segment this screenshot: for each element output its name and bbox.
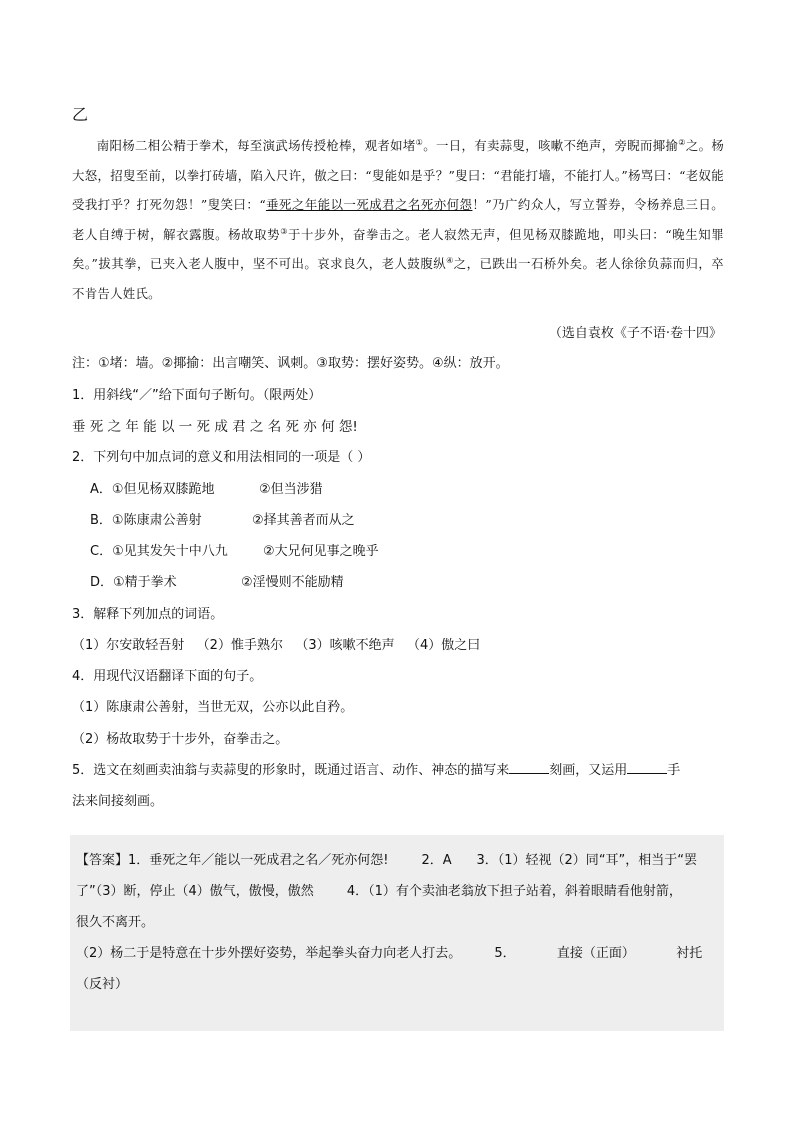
question-3-title: 3．解释下列加点的词语。 bbox=[72, 607, 224, 622]
option-c-1: C．①见其发矢十中八九 bbox=[90, 544, 228, 559]
answer-line-4 bbox=[76, 939, 720, 969]
answer-text-4: （2）杨二于是特意在十步外摆好姿势，举起拳头奋力向老人打去。 5． 直接（正面） 衬托 bbox=[76, 946, 703, 961]
answer-line-2 bbox=[76, 877, 720, 907]
answer-text-2: 了”（3）断，停止（4）傲气，傲慢，傲然 4．（1）有个卖油老翁放下担子站着，斜着眼睛看他射箭， bbox=[76, 884, 682, 899]
question-1-title: 1．用斜线“／”给下面句子断句。（限两处） bbox=[72, 388, 322, 403]
option-a-1: A．①但见杨双膝跪地 bbox=[90, 482, 215, 497]
option-b-1: B．①陈康肃公善射 bbox=[90, 513, 202, 528]
question-1-sentence: 垂 死 之 年 能 以 一 死 成 君 之 名 死 亦 何 怨! bbox=[72, 419, 358, 435]
section-label: 乙 bbox=[72, 105, 89, 124]
passage-text-2: 。一日，有卖蒜叟，咳嗽不绝声，旁睨而揶揄 bbox=[423, 138, 679, 153]
passage-text-1: 南阳杨二相公精于拳术，每至演武场传授枪棒，观者如堵 bbox=[96, 138, 416, 153]
footnote-2: ② bbox=[678, 137, 686, 147]
passage-text-5: 于十步外，奋拳击之。老人寂然无声，但见杨双膝跪地，叩头曰：“晚生知罪矣。”拔其拳，已夹入老人腹中，坚不可出。哀求良久，老人鼓腹纵 bbox=[72, 226, 724, 272]
question-5-line-2: 法来间接刻画。 bbox=[72, 794, 164, 809]
answer-line-5 bbox=[76, 970, 720, 1000]
question-5-text-b: 刻画，又运用 bbox=[549, 763, 628, 778]
classical-passage bbox=[72, 131, 724, 309]
option-c-2: ②大兄何见事之晚乎 bbox=[263, 544, 379, 559]
answer-blank-2[interactable] bbox=[627, 761, 667, 774]
answer-text-5: （反衬） bbox=[76, 977, 129, 992]
question-3-items: （1）尔安敢轻吾射 （2）惟手熟尔 （3）咳嗽不绝声 （4）傲之曰 bbox=[72, 638, 481, 653]
answer-text-3: 很久不离开。 bbox=[76, 915, 155, 930]
answer-text-1: 【答案】1．垂死之年／能以一死成君之名／死亦何怨! 2．A 3．（1）轻视（2）同“耳”，相当于“罢 bbox=[76, 853, 698, 868]
question-4-sentence-1: （1）陈康肃公善射，当世无双，公亦以此自矜。 bbox=[72, 700, 354, 715]
answer-line-1 bbox=[76, 846, 720, 876]
footnote-4: ④ bbox=[446, 256, 454, 266]
passage-text-6: 之，已跌出一石桥外矣。老人徐徐负蒜而归，卒不肯告人姓氏。 bbox=[72, 256, 724, 301]
notes: 注：①堵：墙。②揶揄：出言嘲笑、讽刺。③取势：摆好姿势。④纵：放开。 bbox=[72, 356, 509, 371]
answer-line-3 bbox=[76, 908, 720, 938]
question-2-title: 2．下列句中加点词的意义和用法相同的一项是（ ） bbox=[72, 450, 371, 465]
passage-source: （选自袁枚《子不语·卷十四》 bbox=[548, 326, 722, 341]
question-4-title: 4．用现代汉语翻译下面的句子。 bbox=[72, 669, 263, 684]
question-5-line-1 bbox=[72, 759, 680, 778]
question-5-text-c: 手 bbox=[667, 763, 681, 778]
passage-text-3: 之。杨大怒，招叟至前，以拳打砖墙，陷入尺许，傲之曰：“叟能如是乎？”叟曰：“君能打墙，不能打人。”杨骂曰：“老奴能受我打乎？打死勿怨！”叟笑曰：“ bbox=[72, 138, 725, 213]
underlined-sentence: 垂死之年能以一死成君之名死亦何怨 bbox=[265, 197, 473, 213]
footnote-3: ③ bbox=[280, 226, 288, 236]
option-a-2: ②但当涉猎 bbox=[259, 482, 323, 497]
answer-blank-1[interactable] bbox=[509, 761, 549, 774]
passage-text-4: ！”乃广约众人，写立誓券，令杨养息三日。老人自缚于树，解衣露腹。杨故取势 bbox=[72, 197, 724, 242]
question-5-text-a: 5．选文在刻画卖油翁与卖蒜叟的形象时，既通过语言、动作、神态的描写来 bbox=[72, 763, 510, 778]
footnote-1: ① bbox=[415, 137, 424, 147]
option-d-2: ②淫慢则不能励精 bbox=[241, 575, 344, 590]
question-4-sentence-2: （2）杨故取势于十步外，奋拳击之。 bbox=[72, 732, 289, 747]
option-b-2: ②择其善者而从之 bbox=[252, 513, 355, 528]
option-d-1: D．①精于拳术 bbox=[90, 575, 177, 590]
